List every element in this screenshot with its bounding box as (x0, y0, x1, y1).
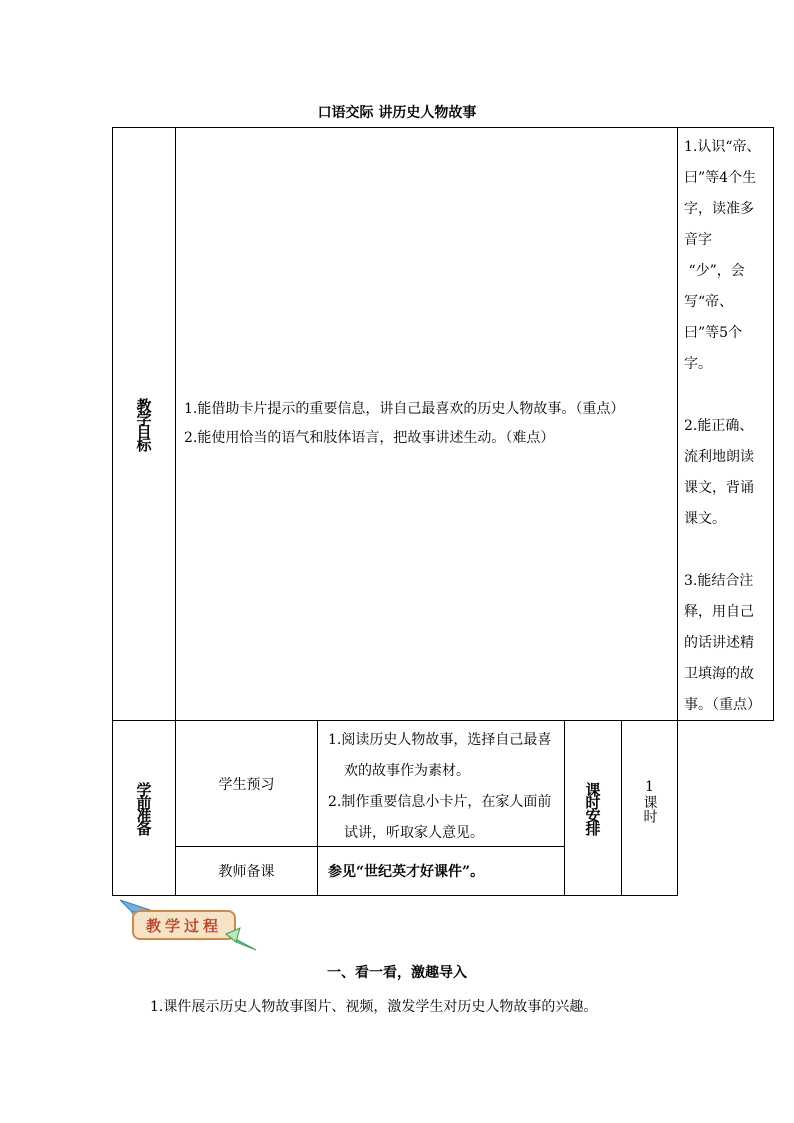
hours-value: 1课时 (641, 779, 658, 823)
hours-cell (621, 720, 678, 896)
teacher-prep-label-cell (175, 846, 318, 896)
schedule-label: 课时安排 (583, 782, 602, 834)
section-paragraph: 1.课件展示历史人物故事图片、视频，激发学生对历史人物故事的兴趣。 (150, 999, 598, 1015)
process-badge (118, 898, 258, 954)
schedule-label-cell (564, 720, 622, 896)
student-prep-cell (317, 720, 565, 847)
right-goal-1: 1.认识“帝、曰”等4个生字，读准多音字 “少”，会写“帝、曰”等5个字。 (684, 139, 761, 372)
section-heading: 一、看一看，激趣导入 (327, 965, 467, 981)
student-prep-label: 学生预习 (218, 776, 275, 793)
goals-label: 教学目标 (134, 398, 153, 450)
goals-label-cell (112, 127, 176, 721)
paper-plane-green-icon (224, 926, 258, 952)
student-prep-item-1: 1.阅读历史人物故事，选择自己最喜欢的故事作为素材。 (328, 732, 552, 779)
page-title: 口语交际 讲历史人物故事 (317, 105, 477, 121)
teacher-prep-label: 教师备课 (218, 864, 275, 880)
right-goal-3: 3.能结合注释，用自己的话讲述精卫填海的故事。（重点） (684, 573, 761, 713)
goal-item-2: 2.能使用恰当的语气和肢体语言，把故事讲述生动。（难点） (184, 430, 555, 446)
badge-label: 教学过程 (132, 910, 236, 940)
right-goals-cell (677, 127, 774, 721)
goals-cell (175, 127, 678, 721)
teacher-prep-cell (317, 846, 565, 896)
prep-label: 学前准备 (134, 782, 153, 834)
teacher-prep-text: 参见“世纪英才好课件”。 (328, 864, 485, 880)
right-goal-2: 2.能正确、流利地朗读课文，背诵课文。 (684, 418, 754, 527)
prep-label-cell (112, 720, 176, 896)
student-prep-label-cell (175, 720, 318, 847)
student-prep-item-2: 2.制作重要信息小卡片，在家人面前试讲，听取家人意见。 (328, 794, 552, 841)
goal-item-1: 1.能借助卡片提示的重要信息，讲自己最喜欢的历史人物故事。（重点） (184, 401, 625, 417)
